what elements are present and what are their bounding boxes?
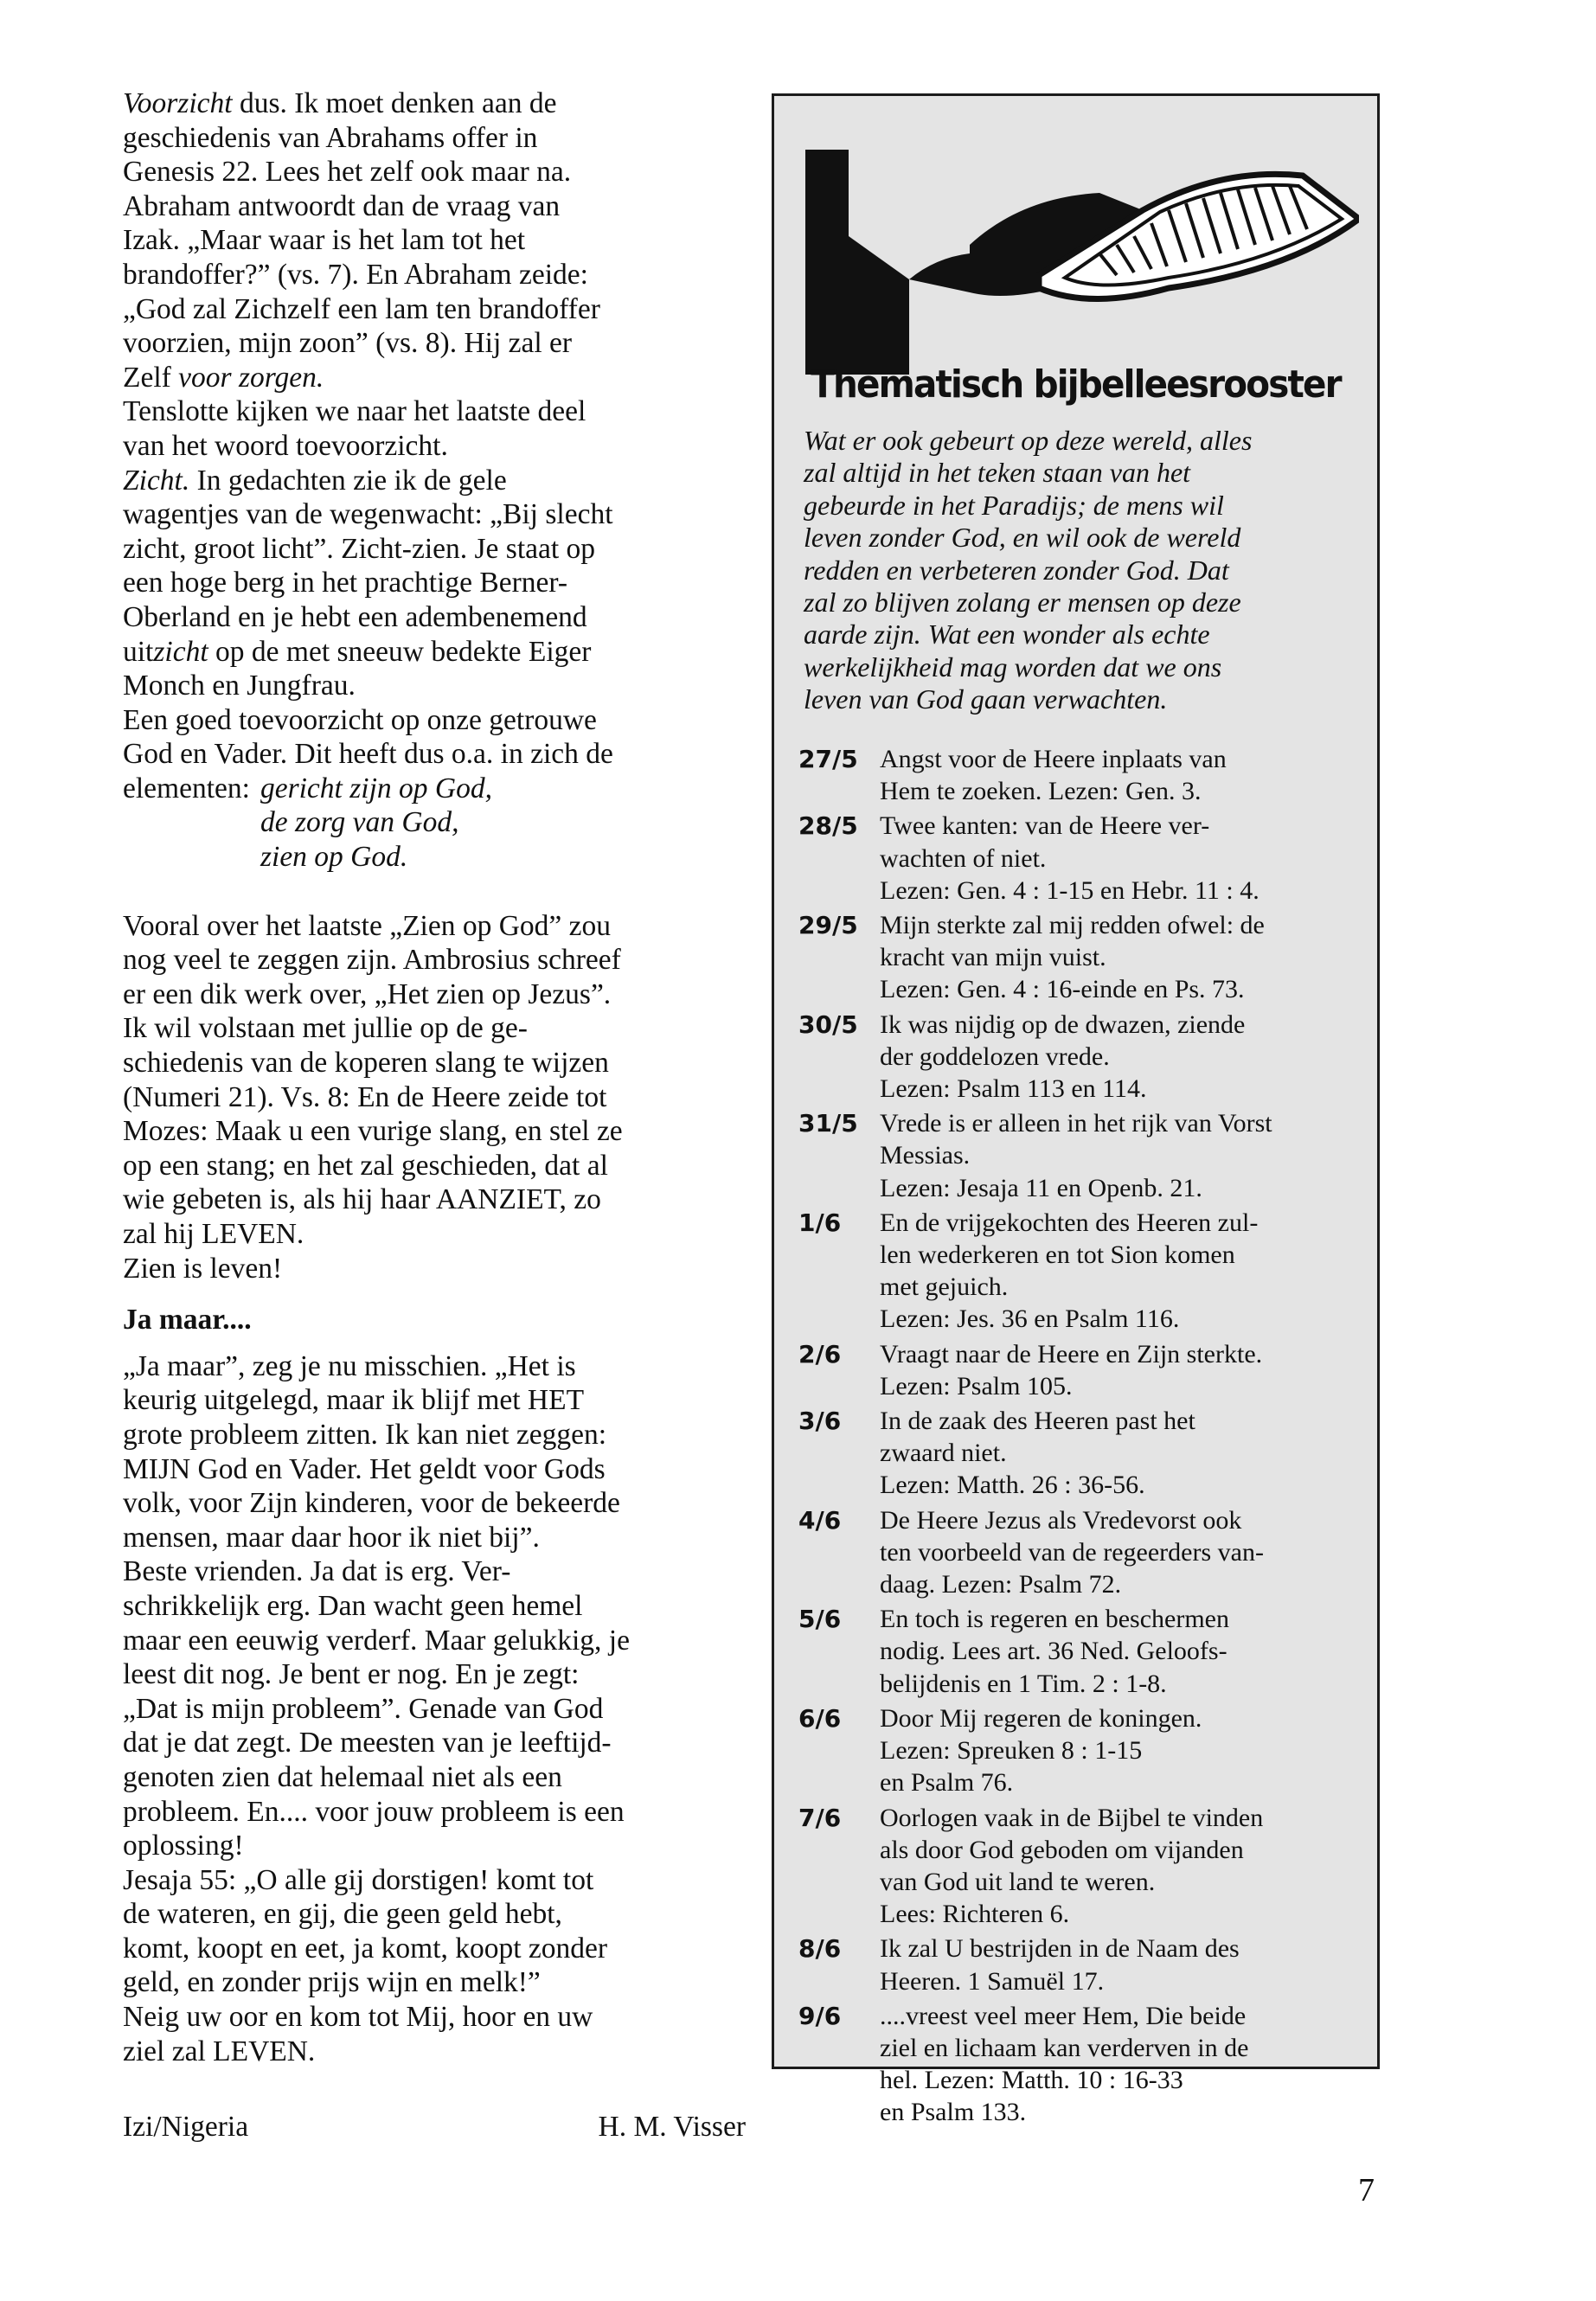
schedule-line: Angst voor de Heere inplaats van <box>880 745 1227 773</box>
element-item: zien op God. <box>260 841 408 874</box>
schedule-line: Lezen: Gen. 4 : 1-15 en Hebr. 11 : 4. <box>880 875 1259 905</box>
schedule-line: Lezen: Psalm 105. <box>880 1371 1073 1400</box>
intro-line: leven van God gaan verwachten. <box>804 683 1168 715</box>
article-paragraph-3 <box>123 1349 746 2068</box>
text-run: op de met sneeuw bedekte Eiger <box>208 635 592 668</box>
schedule-date: 5/6 <box>798 1605 842 1634</box>
schedule-line: daag. Lezen: Psalm 72. <box>880 1570 1122 1599</box>
text-line: grote probleem zitten. Ik kan niet zeggen: <box>123 1418 607 1451</box>
schedule-text <box>880 909 1265 1006</box>
text-line: MIJN God en Vader. Het geldt voor Gods <box>123 1452 606 1485</box>
intro-line: Wat er ook gebeurt op deze wereld, alles <box>804 425 1253 456</box>
text-line: „Ja maar”, zeg je nu misschien. „Het is <box>123 1349 576 1382</box>
schedule-line: Lees: Richteren 6. <box>880 1900 1070 1929</box>
reading-schedule-box <box>772 93 1380 2127</box>
article <box>123 87 746 2144</box>
schedule-entry <box>798 909 1361 1006</box>
schedule-line: Lezen: Psalm 113 en 114. <box>880 1074 1147 1104</box>
schedule-entry <box>798 810 1361 907</box>
text-line: Mozes: Maak u een vurige slang, en stel ze <box>123 1115 623 1148</box>
text-run: God en Vader. Dit heeft dus o.a. in zich de <box>123 738 613 771</box>
schedule-line: belijdenis en 1 Tim. 2 : 1-8. <box>880 1669 1167 1698</box>
text-run: Voorzicht <box>123 87 233 119</box>
text-line: wie gebeten is, als hij haar AANZIET, zo <box>123 1183 601 1216</box>
schedule-text <box>880 1504 1264 1601</box>
text-run: van het woord toevoorzicht. <box>123 429 448 462</box>
intro-line: zal zo blijven zolang er mensen op deze <box>804 586 1241 619</box>
schedule-entry <box>798 743 1361 807</box>
intro-line: leven zonder God, en wil ook de wereld <box>804 522 1241 554</box>
schedule-entry <box>798 1802 1361 1931</box>
schedule-line: als door God geboden om vijanden <box>880 1835 1244 1864</box>
schedule-text <box>880 1207 1258 1336</box>
schedule-line: Lezen: Jes. 36 en Psalm 116. <box>880 1304 1180 1334</box>
text-run: Tenslotte kijken we naar het laatste deel <box>123 395 586 428</box>
schedule-text <box>880 1009 1245 1106</box>
text-line: mensen, maar daar hoor ik niet bij”. <box>123 1521 540 1554</box>
text-run: Zicht. <box>123 464 190 497</box>
text-line: Zien is leven! <box>123 1252 283 1285</box>
text-run: Oberland en je hebt een adembenemend <box>123 600 587 633</box>
text-run: voorzien, mijn zoon” (vs. 8). Hij zal er <box>123 327 573 360</box>
schedule-line: len wederkeren en tot Sion komen <box>880 1240 1235 1270</box>
schedule-line: Lezen: Jesaja 11 en Openb. 21. <box>880 1173 1202 1202</box>
schedule-title: Thematisch bijbelleesrooster <box>811 362 1341 407</box>
schedule-text <box>880 1405 1195 1502</box>
text-line: komt, koopt en eet, ja komt, koopt zonder <box>123 1932 608 1965</box>
schedule-entry <box>798 1207 1361 1336</box>
text-line: Ik wil volstaan met jullie op de ge- <box>123 1012 528 1045</box>
schedule-line: Twee kanten: van de Heere ver- <box>880 811 1210 841</box>
text-line: zal hij LEVEN. <box>123 1218 304 1250</box>
text-line: keurig uitgelegd, maar ik blijf met HET <box>123 1384 585 1417</box>
text-line: oplossing! <box>123 1830 244 1862</box>
text-run: geschiedenis van Abrahams offer in <box>123 121 538 154</box>
text-line: schrikkelijk erg. Dan wacht geen hemel <box>123 1589 583 1622</box>
schedule-text <box>880 1107 1272 1204</box>
schedule-line: En de vrijgekochten des Heeren zul- <box>880 1208 1259 1237</box>
schedule-line: In de zaak des Heeren past het <box>880 1407 1195 1436</box>
text-run: zicht <box>153 635 208 668</box>
text-run: Abraham antwoordt dan de vraag van <box>123 189 561 222</box>
schedule-entry <box>798 1504 1361 1601</box>
page-number: 7 <box>1358 2172 1375 2208</box>
text-line: volk, voor Zijn kinderen, voor de bekeerde <box>123 1487 620 1520</box>
schedule-line: ten voorbeeld van de regeerders van- <box>880 1537 1264 1567</box>
text-line: op een stang; en het zal geschieden, dat al <box>123 1149 608 1182</box>
schedule-line: ziel en lichaam kan verderven in de <box>880 2033 1249 2062</box>
schedule-line: De Heere Jezus als Vredevorst ook <box>880 1505 1242 1535</box>
schedule-entry <box>798 1338 1361 1402</box>
text-run: dus. Ik moet denken aan de <box>232 87 557 119</box>
schedule-line: Mijn sterkte zal mij redden ofwel: de <box>880 911 1265 940</box>
text-line: „Dat is mijn probleem”. Genade van God <box>123 1692 604 1725</box>
schedule-line: met gejuich. <box>880 1272 1009 1302</box>
schedule-text <box>880 1702 1202 1799</box>
schedule-date: 27/5 <box>798 745 858 773</box>
schedule-line: wachten of niet. <box>880 843 1047 873</box>
schedule-date: 4/6 <box>798 1505 842 1535</box>
schedule-text <box>880 1932 1240 1997</box>
text-run: Izak. „Maar waar is het lam tot het <box>123 224 526 257</box>
schedule-list <box>798 743 1361 2131</box>
element-item: de zorg van God, <box>260 806 459 839</box>
schedule-entry <box>798 1405 1361 1502</box>
article-paragraph-1 <box>123 87 746 772</box>
schedule-entry <box>798 1932 1361 1997</box>
schedule-entry <box>798 2000 1361 2129</box>
schedule-text <box>880 1603 1229 1700</box>
schedule-text <box>880 2000 1248 2129</box>
element-item: gericht zijn op God, <box>260 772 492 804</box>
schedule-date: 6/6 <box>798 1703 842 1733</box>
signature-row <box>123 2110 746 2144</box>
text-line: maar een eeuwig verderf. Maar gelukkig, je <box>123 1624 630 1657</box>
intro-line: werkelijkheid mag worden dat we ons <box>804 651 1222 683</box>
text-line: Beste vrienden. Ja dat is erg. Ver- <box>123 1555 511 1588</box>
schedule-date: 29/5 <box>798 911 858 940</box>
text-line: Neig uw oor en kom tot Mij, hoor en uw <box>123 2001 593 2034</box>
intro-line: gebeurde in het Paradijs; de mens wil <box>804 489 1224 521</box>
text-run: „God zal Zichzelf een lam ten brandoffer <box>123 292 600 325</box>
schedule-line: zwaard niet. <box>880 1439 1007 1468</box>
text-run: uit <box>123 635 154 668</box>
schedule-line: Heeren. 1 Samuël 17. <box>880 1966 1105 1996</box>
text-line: probleem. En.... voor jouw probleem is een <box>123 1795 625 1828</box>
schedule-text <box>880 810 1259 907</box>
schedule-line: Vraagt naar de Heere en Zijn sterkte. <box>880 1339 1263 1368</box>
schedule-date: 8/6 <box>798 1934 842 1964</box>
intro-line: redden en verbeteren zonder God. Dat <box>804 554 1229 586</box>
elements-block <box>123 772 746 875</box>
schedule-line: der goddelozen vrede. <box>880 1042 1110 1071</box>
section-heading: Ja maar.... <box>123 1304 252 1336</box>
place-label: Izi/Nigeria <box>123 2111 249 2144</box>
text-run: zicht, groot licht”. Zicht-zien. Je staat op <box>123 532 596 565</box>
schedule-line: Ik was nijdig op de dwazen, ziende <box>880 1009 1246 1039</box>
intro-line: zal altijd in het teken staan van het <box>804 457 1191 489</box>
schedule-date: 30/5 <box>798 1009 858 1039</box>
schedule-line: En toch is regeren en beschermen <box>880 1605 1229 1634</box>
schedule-line: Vrede is er alleen in het rijk van Vorst <box>880 1109 1272 1138</box>
schedule-date: 9/6 <box>798 2001 842 2030</box>
elements-list <box>260 772 492 875</box>
schedule-line: nodig. Lees art. 36 Ned. Geloofs- <box>880 1637 1227 1666</box>
schedule-text <box>880 743 1227 807</box>
text-line: de wateren, en gij, die geen geld hebt, <box>123 1898 562 1931</box>
schedule-line: Lezen: Matth. 26 : 36-56. <box>880 1471 1145 1500</box>
text-line: (Numeri 21). Vs. 8: En de Heere zeide tot <box>123 1080 607 1113</box>
text-run: brandoffer?” (vs. 7). En Abraham zeide: <box>123 258 588 291</box>
schedule-date: 7/6 <box>798 1803 842 1832</box>
schedule-entry <box>798 1603 1361 1700</box>
schedule-line: Messias. <box>880 1141 971 1170</box>
elements-label: elementen: <box>123 772 250 804</box>
intro-line: aarde zijn. Wat een wonder als echte <box>804 619 1210 651</box>
schedule-line: kracht van mijn vuist. <box>880 943 1106 972</box>
text-run: Genesis 22. Lees het zelf ook maar na. <box>123 156 572 189</box>
schedule-line: Ik zal U bestrijden in de Naam des <box>880 1934 1240 1964</box>
text-run: een hoge berg in het prachtige Berner- <box>123 567 568 599</box>
schedule-line: Lezen: Spreuken 8 : 1-15 <box>880 1736 1143 1766</box>
text-run: Zelf <box>123 361 179 394</box>
open-bible-icon <box>805 115 1359 375</box>
text-line: Vooral over het laatste „Zien op God” zou <box>123 909 612 942</box>
schedule-entry <box>798 1107 1361 1204</box>
schedule-date: 2/6 <box>798 1339 842 1368</box>
text-line: dat je dat zegt. De meesten van je leeftijd- <box>123 1727 612 1759</box>
text-run: wagentjes van de wegenwacht: „Bij slecht <box>123 498 613 531</box>
schedule-date: 3/6 <box>798 1407 842 1436</box>
text-line: schiedenis van de koperen slang te wijzen <box>123 1047 609 1080</box>
text-run: voor zorgen. <box>178 361 324 394</box>
text-line: genoten zien dat helemaal niet als een <box>123 1760 562 1793</box>
text-line: nog veel te zeggen zijn. Ambrosius schreef <box>123 944 621 977</box>
text-run: Monch en Jungfrau. <box>123 670 356 702</box>
schedule-line: hel. Lezen: Matth. 10 : 16-33 <box>880 2066 1183 2095</box>
schedule-line: Oorlogen vaak in de Bijbel te vinden <box>880 1803 1264 1832</box>
author-name: H. M. Visser <box>598 2111 746 2144</box>
schedule-line: en Psalm 76. <box>880 1768 1014 1798</box>
text-run: Een goed toevoorzicht op onze getrouwe <box>123 703 597 736</box>
text-line: er een dik werk over, „Het zien op Jezus”. <box>123 977 612 1010</box>
article-paragraph-2 <box>123 909 746 1286</box>
schedule-line: en Psalm 133. <box>880 2098 1027 2127</box>
schedule-line: ....vreest veel meer Hem, Die beide <box>880 2001 1247 2030</box>
schedule-date: 31/5 <box>798 1109 858 1138</box>
schedule-entry <box>798 1009 1361 1106</box>
schedule-date: 28/5 <box>798 811 858 841</box>
schedule-line: Hem te zoeken. Lezen: Gen. 3. <box>880 777 1202 806</box>
schedule-text <box>880 1802 1263 1931</box>
text-line: ziel zal LEVEN. <box>123 2035 316 2067</box>
schedule-text <box>880 1338 1262 1402</box>
text-run: In gedachten zie ik de gele <box>189 464 507 497</box>
text-line: leest dit nog. Je bent er nog. En je zegt: <box>123 1658 580 1691</box>
schedule-date: 1/6 <box>798 1208 842 1237</box>
schedule-line: van God uit land te weren. <box>880 1867 1156 1896</box>
schedule-intro <box>804 425 1357 716</box>
schedule-entry <box>798 1702 1361 1799</box>
text-line: Jesaja 55: „O alle gij dorstigen! komt tot <box>123 1863 594 1896</box>
schedule-line: Lezen: Gen. 4 : 16-einde en Ps. 73. <box>880 975 1245 1004</box>
text-line: geld, en zonder prijs wijn en melk!” <box>123 1966 541 1999</box>
schedule-line: Door Mij regeren de koningen. <box>880 1703 1202 1733</box>
